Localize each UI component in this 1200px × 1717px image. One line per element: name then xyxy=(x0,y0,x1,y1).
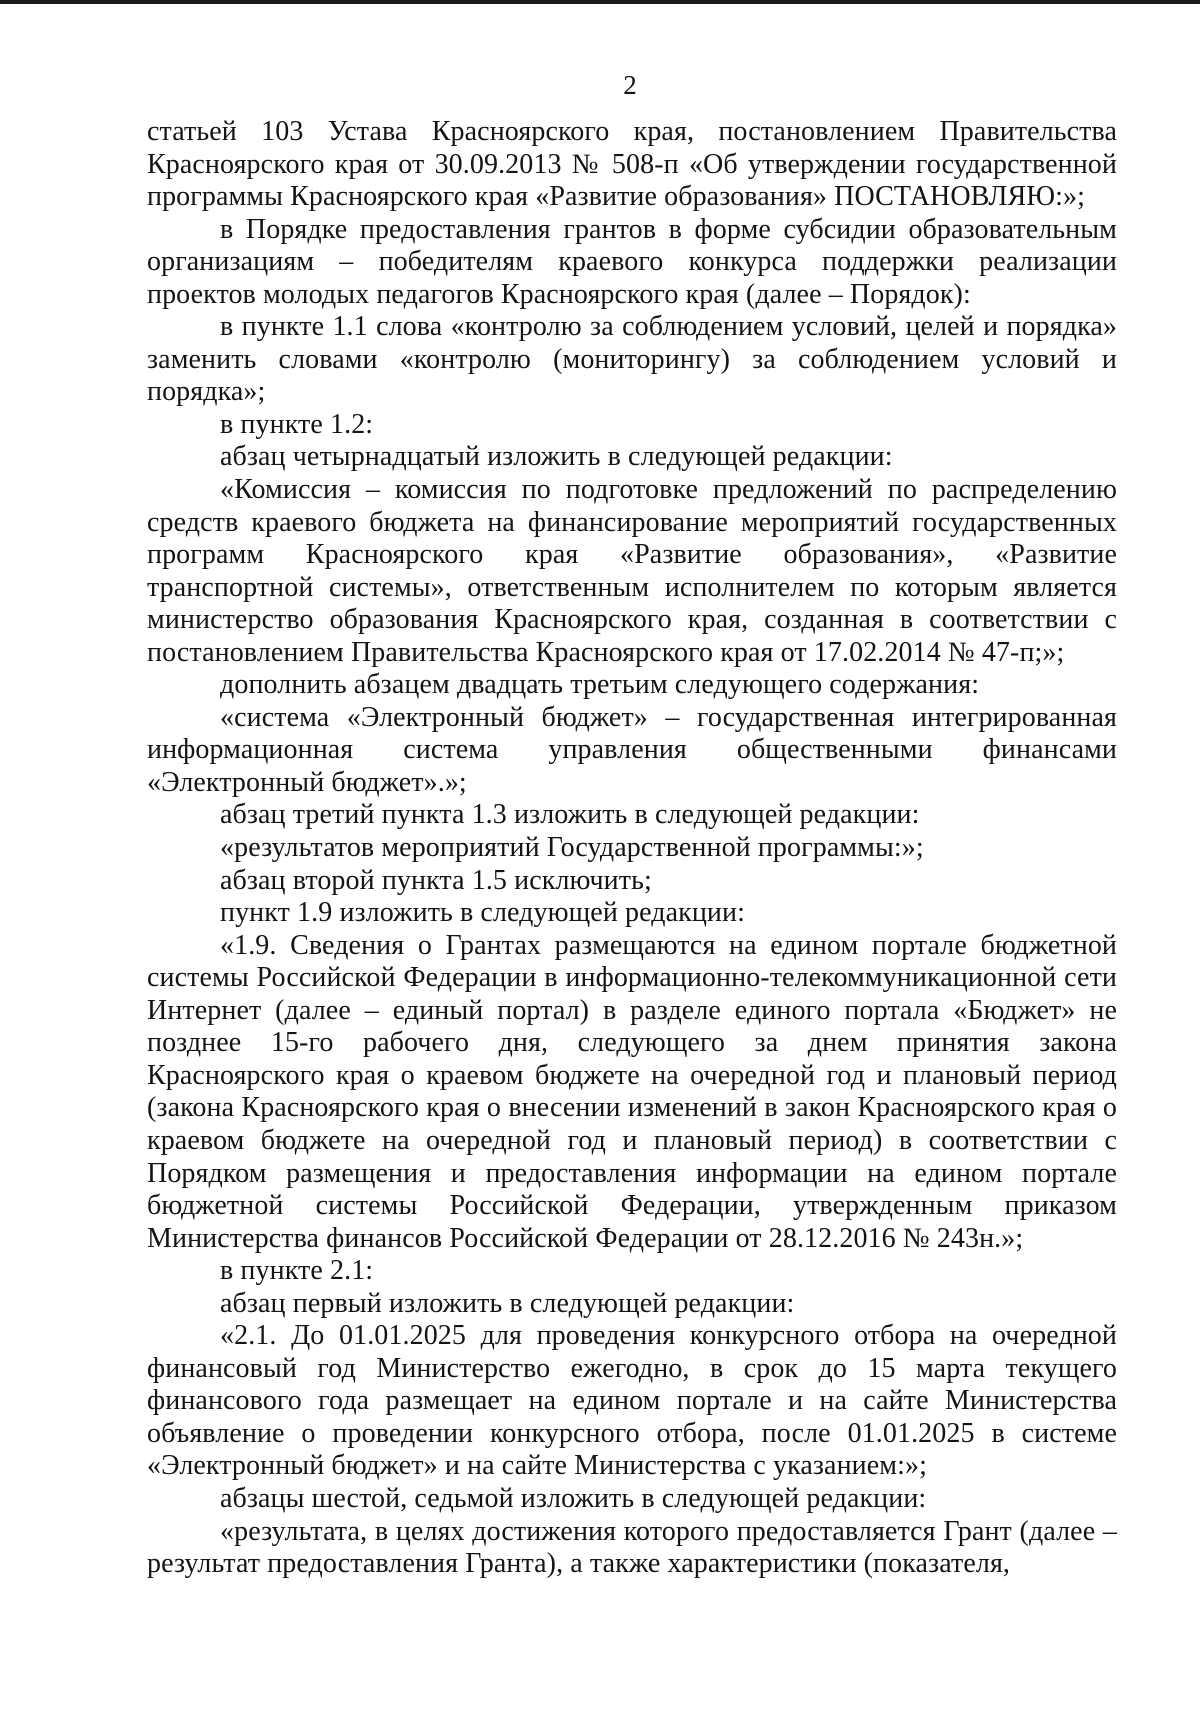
paragraph: в пункте 2.1: xyxy=(220,1255,374,1287)
page-number: 2 xyxy=(623,70,637,100)
paragraph: абзац четырнадцатый изложить в следующей редакции: xyxy=(220,441,893,473)
paragraph: «система «Электронный бюджет» – государственная интегрированная информационная система управления общественными финансами «Электронный бюджет».»; xyxy=(147,701,1117,798)
paragraph: статьей 103 Устава Красноярского края, постановлением Правительства Красноярского края от 30.09.2013 № 508-п «Об утверждении государственной программы Красноярского края «Развитие образования» ПОСТАНОВЛЯЮ:»; xyxy=(147,116,1117,213)
paragraph: «результата, в целях достижения которого предоставляется Грант (далее – результат предоставления Гранта), а также характеристики (показателя, xyxy=(147,1515,1117,1580)
document-body xyxy=(147,116,1117,1581)
paragraph: дополнить абзацем двадцать третьим следующего содержания: xyxy=(220,669,980,701)
paragraph: в пункте 1.2: xyxy=(220,408,374,440)
paragraph: абзацы шестой, седьмой изложить в следующей редакции: xyxy=(220,1482,927,1514)
paragraph: абзац третий пункта 1.3 изложить в следующей редакции: xyxy=(220,799,920,831)
paragraph: абзац второй пункта 1.5 исключить; xyxy=(220,864,652,896)
scan-top-border xyxy=(0,0,1200,4)
paragraph: «2.1. До 01.01.2025 для проведения конкурсного отбора на очередной финансовый год Министерство ежегодно, в срок до 15 марта текущего финансового года размещает на едином портале и на сайте Министерства объявление о проведении конкурсного отбора, после 01.01.2025 в системе «Электронный бюджет» и на сайте Министерства с указанием:»; xyxy=(147,1320,1117,1482)
paragraph: в пункте 1.1 слова «контролю за соблюдением условий, целей и порядка» заменить словами «контролю (мониторингу) за соблюдением условий и порядка»; xyxy=(147,311,1117,408)
paragraph: «1.9. Сведения о Грантах размещаются на едином портале бюджетной системы Российской Федерации в информационно-телекоммуникационной сети Интернет (далее – единый портал) в разделе единого портала «Бюджет» не позднее 15-го рабочего дня, следующего за днем принятия закона Красноярского края о краевом бюджете на очередной год и плановый период (закона Красноярского края о внесении изменений в закон Красноярского края о краевом бюджете на очередной год и плановый период) в соответствии с Порядком размещения и предоставления информации на едином портале бюджетной системы Российской Федерации, утвержденным приказом Министерства финансов Российской Федерации от 28.12.2016 № 243н.»; xyxy=(147,929,1117,1254)
paragraph: абзац первый изложить в следующей редакции: xyxy=(220,1287,795,1319)
paragraph: «Комиссия – комиссия по подготовке предложений по распределению средств краевого бюджета на финансирование мероприятий государственных программ Красноярского края «Развитие образования», «Развитие транспортной системы», ответственным исполнителем по которым является министерство образования Красноярского края, созданная в соответствии с постановлением Правительства Красноярского края от 17.02.2014 № 47-п;»; xyxy=(147,474,1117,668)
paragraph: «результатов мероприятий Государственной программы:»; xyxy=(220,832,924,864)
paragraph: пункт 1.9 изложить в следующей редакции: xyxy=(220,897,745,929)
paragraph: в Порядке предоставления грантов в форме субсидии образовательным организациям – победителям краевого конкурса поддержки реализации проектов молодых педагогов Красноярского края (далее – Порядок): xyxy=(147,213,1117,310)
